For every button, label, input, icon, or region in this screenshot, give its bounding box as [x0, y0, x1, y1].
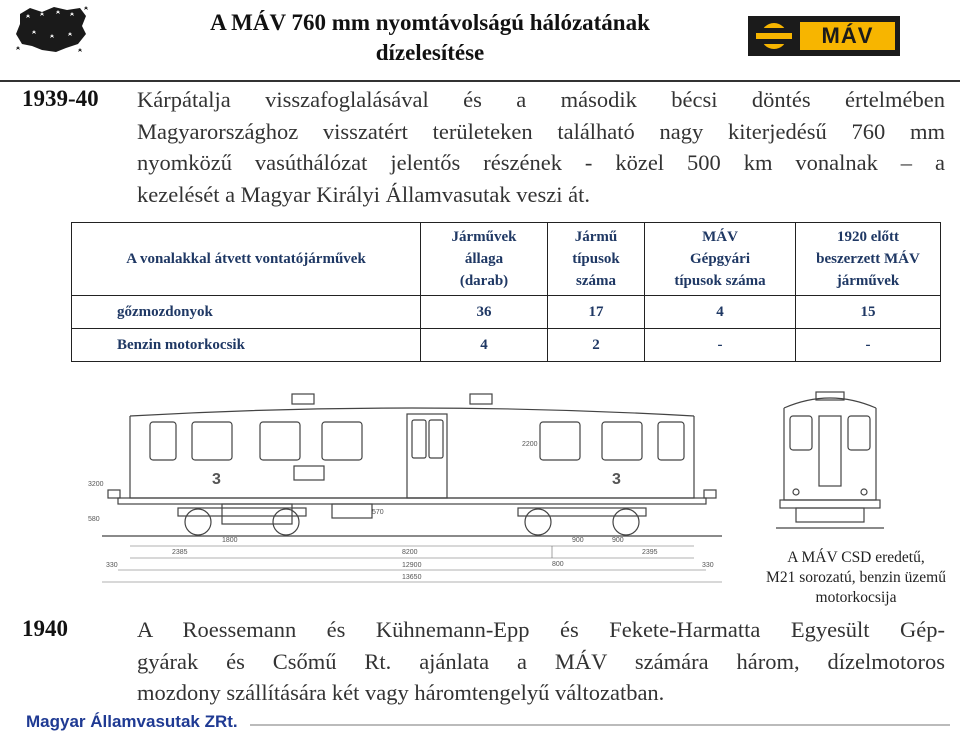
- header-vehicles: A vonalakkal átvett vontatójárművek: [72, 223, 421, 296]
- mav-wing-icon: [752, 19, 798, 53]
- cell-stock: 4: [421, 329, 548, 362]
- header-text: száma: [576, 273, 616, 289]
- railcar-front-drawing: [776, 388, 884, 543]
- footer-divider: [250, 724, 950, 726]
- rolling-stock-table: [71, 222, 941, 362]
- dim-label: 800: [552, 561, 564, 568]
- header-before-1920: [796, 223, 941, 296]
- dim-label: 2200: [522, 441, 538, 448]
- section1-year: 1939-40: [22, 86, 99, 111]
- page-title-line1: A MÁV 760 mm nyomtávolságú hálózatának: [210, 10, 650, 35]
- header-types: [548, 223, 645, 296]
- dim-label: 12900: [402, 562, 422, 569]
- section2-line: gyárak és Csőmű Rt. ajánlata a MÁV számára három, dízelmotoros: [137, 648, 945, 674]
- dim-label: 2385: [172, 549, 188, 556]
- mav-logo-text: MÁV: [800, 22, 895, 50]
- header-text: 1920 előtt: [836, 229, 900, 245]
- cell-types: 17: [548, 296, 645, 329]
- section1-text: [137, 84, 945, 210]
- header-text: járművek: [836, 273, 900, 289]
- car-number-left: 3: [212, 471, 221, 488]
- page-title: [130, 8, 730, 68]
- cell-before-1920: 15: [796, 296, 941, 329]
- cell-types: 2: [548, 329, 645, 362]
- header-text: Jármű: [574, 229, 618, 245]
- caption-line: motorkocsija: [815, 589, 897, 606]
- header-stock: [421, 223, 548, 296]
- cell-before-1920: -: [796, 329, 941, 362]
- page-title-line2: dízelesítése: [375, 40, 485, 65]
- railcar-side-drawing: [82, 386, 742, 591]
- header-text: Járművek: [451, 229, 517, 245]
- dim-label: 13650: [402, 574, 422, 581]
- dim-label: 2395: [642, 549, 658, 556]
- header-text: MÁV: [702, 229, 738, 245]
- section2-text: [137, 614, 945, 709]
- header-text: beszerzett MÁV: [816, 251, 920, 267]
- cell-stock: 36: [421, 296, 548, 329]
- section2-line: A Roessemann és Kühnemann-Epp és Fekete-Harmatta Egyesült Gép-: [137, 617, 945, 642]
- table-row: [72, 296, 941, 329]
- header-text: (darab): [459, 273, 509, 289]
- section1-line: Kárpátalja visszafoglalásával és a második bécsi döntés értelmében: [137, 87, 945, 112]
- mav-logo: [748, 16, 900, 56]
- dim-label: 330: [106, 562, 118, 569]
- footer-company: Magyar Államvasutak ZRt.: [26, 712, 238, 731]
- dim-label: 8200: [402, 549, 418, 556]
- table-header-row: [72, 223, 941, 296]
- section2-year: 1940: [22, 616, 68, 641]
- section2-line: mozdony szállítására két vagy háromtengelyű változatban.: [137, 680, 665, 705]
- header-text: típusok száma: [674, 273, 766, 289]
- header-mav-types: [645, 223, 796, 296]
- caption-line: M21 sorozatú, benzin üzemű: [766, 569, 946, 586]
- section1-line: Magyarországhoz visszatért területeken található nagy kiterjedésű 760 mm: [137, 118, 945, 144]
- dim-label: 1800: [222, 537, 238, 544]
- dim-label: 900: [572, 537, 584, 544]
- dim-label: 330: [702, 562, 714, 569]
- section1-line: nyomközű vasúthálózat jelentős részének - közel 500 km vonalnak – a: [137, 150, 945, 175]
- cell-mav-types: -: [645, 329, 796, 362]
- caption-line: A MÁV CSD eredetű,: [787, 549, 925, 566]
- cell-mav-types: 4: [645, 296, 796, 329]
- header-divider: [0, 80, 960, 82]
- dim-label: 570: [372, 509, 384, 516]
- table-row: [72, 329, 941, 362]
- header-text: állaga: [464, 251, 504, 267]
- dim-label: 3200: [88, 481, 104, 488]
- drawing-caption: [746, 548, 960, 608]
- car-number-right: 3: [612, 471, 621, 488]
- header-text: típusok: [572, 251, 620, 267]
- row-label: Benzin motorkocsik: [72, 329, 421, 362]
- section1-line: kezelését a Magyar Királyi Államvasutak veszi át.: [137, 181, 590, 207]
- dim-label: 900: [612, 537, 624, 544]
- header-text: Gépgyári: [690, 251, 750, 267]
- row-label: gőzmozdonyok: [72, 296, 421, 329]
- hungarian-map-emblem: [12, 4, 90, 56]
- dim-label: 580: [88, 516, 100, 523]
